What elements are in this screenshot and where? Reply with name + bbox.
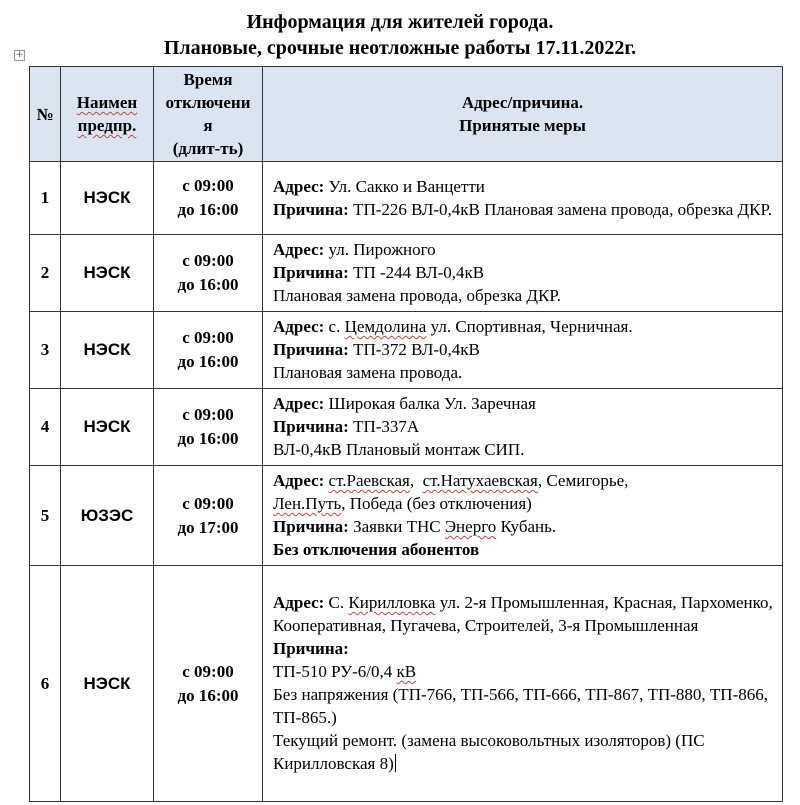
address-label: Адрес: [273, 394, 325, 413]
measures-text: Плановая замена провода, обрезка ДКР. [273, 286, 561, 305]
time-to: до 16:00 [177, 352, 239, 371]
substation-unit: кВ [396, 662, 417, 681]
text-cursor [395, 754, 396, 772]
row-info [263, 466, 783, 566]
measures-text: ВЛ-0,4кВ Плановый монтаж СИП. [273, 440, 525, 459]
row-info [263, 389, 783, 466]
address-text-b: Кирилловка [348, 593, 436, 612]
row-num: 5 [30, 466, 61, 566]
address-text-a: с. [324, 317, 345, 336]
row-org: НЭСК [61, 566, 154, 802]
row-time [154, 466, 263, 566]
address-text-c: ул. 2-я Промышленная, Красная, Пархоменко, Кооперативная, Пугачева, Строителей, 3-я Промышленная [273, 593, 773, 635]
reason-text-b: Энерго [444, 517, 497, 536]
time-to: до 16:00 [177, 429, 239, 448]
address-text-a: С. [324, 593, 349, 612]
row-num: 3 [30, 312, 61, 389]
header-info-line1: Адрес/причина. [461, 93, 584, 112]
address-text: Ул. Сакко и Ванцетти [324, 176, 485, 196]
row-org: НЭСК [61, 389, 154, 466]
table-row [30, 466, 783, 566]
address-text-c: ул. Спортивная, Черничная. [426, 317, 633, 336]
row-info [263, 235, 783, 312]
row-time [154, 162, 263, 235]
time-to: до 16:00 [177, 685, 239, 705]
row-info [263, 566, 783, 802]
table-header-row [30, 67, 783, 162]
address-text: Широкая балка Ул. Заречная [324, 394, 536, 413]
row-time [154, 389, 263, 466]
reason-text: ТП -244 ВЛ-0,4кВ [348, 263, 485, 282]
header-time-line3: я [203, 116, 213, 135]
table-row [30, 312, 783, 389]
time-from: с 09:00 [182, 176, 234, 195]
header-time-line4: (длит-ть) [172, 139, 244, 158]
row-time [154, 235, 263, 312]
reason-text: Заявки ТНС [348, 517, 445, 536]
time-to: до 16:00 [177, 200, 239, 219]
row-time [154, 312, 263, 389]
address-label: Адрес: [273, 471, 325, 490]
header-org-line2: предпр. [77, 116, 137, 135]
row-info [263, 312, 783, 389]
table-move-handle-icon[interactable]: + [15, 50, 24, 60]
title-line-2: Плановые, срочные неотложные работы 17.11.2022г. [163, 37, 637, 59]
row-org: НЭСК [61, 312, 154, 389]
row-org: ЮЗЭС [61, 466, 154, 566]
header-time [154, 67, 263, 162]
row-time [154, 566, 263, 802]
table-row [30, 162, 783, 235]
header-org-line1: Наимен [76, 93, 138, 112]
row-num: 1 [30, 162, 61, 235]
header-info-line2: Принятые меры [459, 116, 586, 135]
address-label: Адрес: [273, 317, 325, 336]
reason-text-c: Кубань. [496, 517, 557, 536]
row-info [263, 162, 783, 235]
time-from: с 09:00 [182, 251, 234, 270]
address-text-g: , Победа (без отключения) [341, 494, 532, 513]
address-text-b: ст.Раевская [328, 471, 410, 490]
reason-label: Причина: [273, 263, 349, 282]
reason-text: ТП-337А [348, 417, 420, 436]
reason-label: Причина: [273, 639, 349, 658]
note-text: Без отключения абонентов [273, 540, 480, 559]
reason-text: ТП-372 ВЛ-0,4кВ [348, 340, 480, 359]
address-label: Адрес: [273, 240, 325, 259]
table-row [30, 389, 783, 466]
address-text-c: , [409, 471, 423, 490]
address-text-d: ст.Натухаевская [422, 471, 538, 490]
header-time-line1: Время [183, 70, 233, 89]
substation-text: ТП-510 РУ-6/0,4 [273, 662, 397, 681]
reason-label: Причина: [273, 417, 349, 436]
row-num: 6 [30, 566, 61, 802]
time-from: с 09:00 [182, 328, 234, 347]
repair-text: Текущий ремонт. (замена высоковольтных изоляторов) (ПС Кирилловская 8) [273, 731, 705, 773]
reason-label: Причина: [273, 517, 349, 536]
table-row [30, 235, 783, 312]
header-time-line2: отключени [165, 93, 251, 112]
address-text-e: , Семигорье, [537, 471, 629, 490]
row-num: 4 [30, 389, 61, 466]
row-org: НЭСК [61, 162, 154, 235]
time-to: до 16:00 [177, 275, 239, 294]
outage-table [29, 66, 783, 802]
reason-label: Причина: [273, 199, 349, 219]
reason-label: Причина: [273, 340, 349, 359]
table-row [30, 566, 783, 802]
row-org: НЭСК [61, 235, 154, 312]
no-voltage-text: Без напряжения (ТП-766, ТП-566, ТП-666, ТП-867, ТП-880, ТП-866, ТП-865.) [273, 685, 768, 727]
document-title [0, 9, 800, 61]
address-label: Адрес: [273, 593, 325, 612]
time-from: с 09:00 [182, 493, 234, 513]
time-from: с 09:00 [182, 661, 234, 681]
address-text-b: Цемдолина [344, 317, 427, 336]
header-org [61, 67, 154, 162]
time-from: с 09:00 [182, 405, 234, 424]
header-info [263, 67, 783, 162]
header-num: № [30, 67, 61, 162]
address-label: Адрес: [273, 176, 325, 196]
time-to: до 17:00 [177, 517, 239, 537]
measures-text: Плановая замена провода. [273, 363, 463, 382]
address-text-f: Лен.Путь [273, 494, 342, 513]
title-line-1: Информация для жителей города. [246, 11, 554, 33]
reason-text: ТП-226 ВЛ-0,4кВ Плановая замена провода, обрезка ДКР. [348, 199, 773, 219]
address-text: ул. Пирожного [324, 240, 436, 259]
row-num: 2 [30, 235, 61, 312]
